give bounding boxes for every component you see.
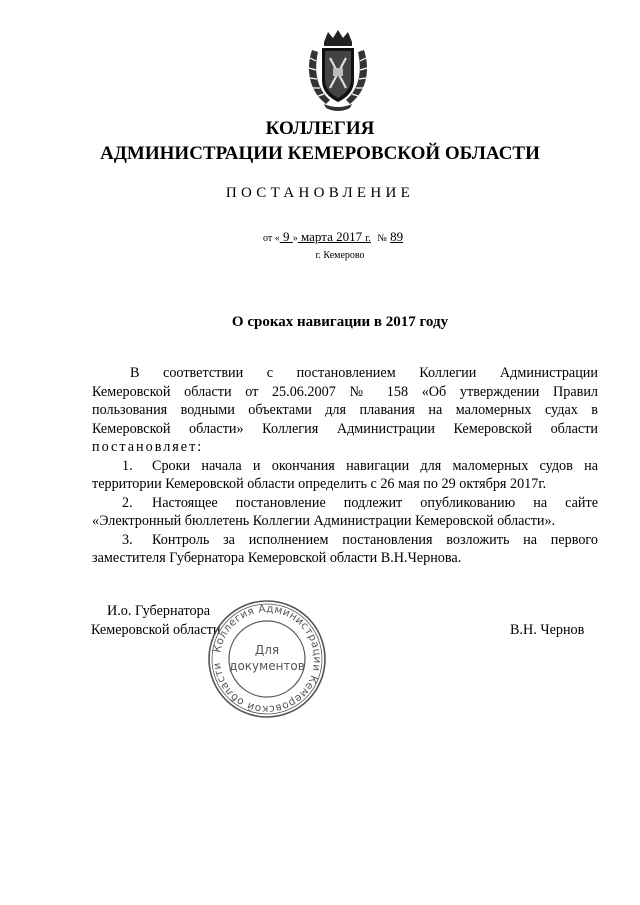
document-body	[92, 364, 598, 568]
document-subject: О сроках навигации в 2017 году	[231, 314, 449, 330]
date-day: 9	[279, 229, 293, 244]
body-line: Кемеровской области» Коллегия Администрации Кемеровской области	[92, 420, 598, 437]
body-line: пользования водными объектами для плавания на маломерных судах в	[92, 402, 598, 418]
document-number: 89	[390, 229, 404, 244]
number-label: №	[377, 233, 387, 244]
list-number: 3.	[122, 531, 133, 548]
list-item-3: 3. Контроль за исполнением постановления возложить на первого	[92, 531, 598, 550]
stamp-center-line1: Для	[254, 643, 280, 657]
city: г. Кемерово	[315, 250, 365, 261]
document-type: ПОСТАНОВЛЕНИЕ	[225, 185, 415, 201]
body-line: заместителя Губернатора Кемеровской области В.Н.Чернова.	[92, 550, 462, 566]
list-item-2: 2. Настоящее постановление подлежит опубликованию на сайте	[92, 494, 598, 513]
date-number-line	[263, 229, 403, 245]
date-mid: »	[292, 233, 298, 244]
date-prefix: от «	[263, 233, 280, 244]
list-number: 1.	[122, 457, 133, 474]
body-line-resolves: постановляет:	[92, 439, 204, 455]
stamp-ring-text: Коллегия Администрации Кемеровской области	[211, 602, 324, 716]
org-title-line2: АДМИНИСТРАЦИИ КЕМЕРОВСКОЙ ОБЛАСТИ	[100, 143, 540, 164]
list-item-1: 1. Сроки начала и окончания навигации для маломерных судов на	[92, 457, 598, 476]
list-number: 2.	[122, 494, 133, 511]
signatory-name: В.Н. Чернов	[510, 622, 585, 638]
signatory-title-line1: И.о. Губернатора	[107, 603, 210, 619]
body-line: В соответствии с постановлением Коллегии Администрации	[130, 365, 598, 381]
body-line: Кемеровской области от 25.06.2007 № 158 «Об утверждении Правил	[92, 383, 598, 400]
coat-of-arms-emblem	[302, 28, 374, 112]
seal-stamp	[206, 598, 328, 720]
signatory-title-line2: Кемеровской области	[91, 622, 221, 638]
org-title-line1: КОЛЛЕГИЯ	[265, 118, 375, 139]
body-line: территории Кемеровской области определить с 26 мая по 29 октября 2017г.	[92, 476, 547, 492]
stamp-center-line2: документов	[229, 659, 305, 673]
body-line: «Электронный бюллетень Коллегии Администрации Кемеровской области».	[92, 513, 556, 529]
date-month-year: марта 2017	[297, 229, 366, 244]
date-year-suffix: г.	[365, 233, 371, 244]
